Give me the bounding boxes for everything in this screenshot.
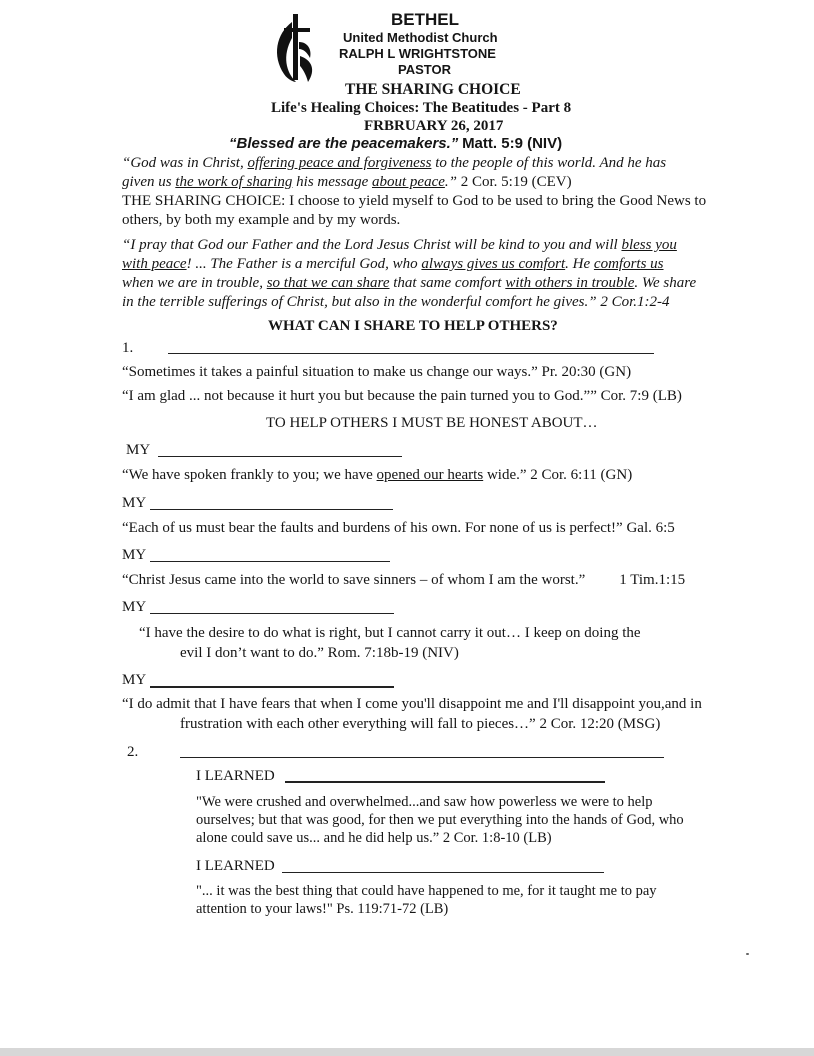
text: when we are in trouble, [122,275,267,291]
quote-2cor1-line1 [122,237,677,254]
underlined-phrase: always gives us comfort [421,256,566,272]
point-2-answer-blank[interactable] [180,757,664,758]
sermon-date: FRBRUARY 26, 2017 [364,118,504,134]
my-label: MY [122,495,147,511]
text: wide.” 2 Cor. 6:11 (GN) [483,467,633,483]
point-2-number: 2. [127,744,139,760]
text: .” [444,174,461,190]
my-answer-blank-4[interactable] [150,613,394,614]
learned-answer-blank-2[interactable] [282,872,604,873]
quote-2cor6 [122,467,632,484]
sermon-title: THE SHARING CHOICE [345,81,521,98]
quote-2cor1-line2 [122,256,664,273]
underlined-phrase: opened our hearts [376,467,484,483]
beatitude-reference: Matt. 5:9 (NIV) [462,135,563,152]
sharing-choice-line2: others, by both my example and by my words. [122,212,401,228]
my-answer-blank-1[interactable] [158,456,402,457]
church-name: BETHEL [391,10,459,29]
underlined-phrase: with others in trouble [505,275,635,291]
scan-speck [746,953,749,955]
point-1-answer-blank[interactable] [168,353,654,354]
quote-2cor12-line2: frustration with each other everything will fall to pieces…” 2 Cor. 12:20 (MSG) [180,716,661,732]
reference: 1 Tim.1:15 [619,572,686,588]
underlined-phrase: the work of sharing [175,174,293,190]
my-label: MY [122,599,147,615]
quote-pr20: “Sometimes it takes a painful situation to make us change our ways.” Pr. 20:30 (GN) [122,364,632,380]
reference: 2 Cor. 5:19 (CEV) [460,174,572,190]
my-answer-blank-2[interactable] [150,509,393,510]
learned-label: I LEARNED [196,768,275,784]
my-label: MY [126,442,151,458]
quote-1tim1 [122,572,685,589]
point-1-number: 1. [122,340,134,356]
church-subtitle: United Methodist Church [343,30,498,45]
text: “Christ Jesus came into the world to save sinners – of whom I am the worst.” [122,572,586,588]
beatitude-quote: “Blessed are the peacemakers.” [229,135,459,152]
quote-2cor1-8-line2: ourselves; but that was good, for then we put everything into the hands of God, who [196,812,684,828]
section-heading: WHAT CAN I SHARE TO HELP OTHERS? [268,318,558,334]
underlined-phrase: about peace [372,174,445,190]
text: ! ... The Father is a merciful God, who [186,256,422,272]
text: “We have spoken frankly to you; we have [122,467,377,483]
quote-2cor1-line4 [122,294,670,311]
quote-rom7-line2: evil I don’t want to do.” Rom. 7:18b-19 (NIV) [180,645,459,661]
pastor-title: PASTOR [398,62,451,77]
text: given us [122,174,176,190]
pastor-name: RALPH L WRIGHTSTONE [339,46,496,61]
my-label: MY [122,547,147,563]
quote-cor7: “I am glad ... not because it hurt you but because the pain turned you to God.”” Cor. 7:9 (LB) [122,388,682,404]
quote-gal6: “Each of us must bear the faults and burdens of his own. For none of us is perfect!” Gal. 6:5 [122,520,675,536]
my-label: MY [122,672,147,688]
reference: 2 Cor.1:2-4 [600,294,670,310]
underlined-phrase: bless you [621,237,677,253]
quote-2cor1-line3 [122,275,696,292]
scan-bottom-edge [0,1048,814,1056]
underlined-phrase: offering peace and forgiveness [247,155,432,171]
quote-2cor5-line1 [122,155,666,172]
underlined-phrase: comforts us [593,256,664,272]
learned-answer-blank-1[interactable] [285,781,605,783]
quote-2cor1-8-line1: "We were crushed and overwhelmed...and saw how powerless we were to help [196,794,653,810]
series-title: Life's Healing Choices: The Beatitudes - Part 8 [271,100,572,116]
my-answer-blank-3[interactable] [150,561,390,562]
cross-and-flame-logo-icon [272,12,332,84]
text: “I pray that God our Father and the Lord Jesus Christ will be kind to you and will [122,237,622,253]
text: “God was in Christ, [122,155,248,171]
learned-label: I LEARNED [196,858,275,874]
honest-heading: TO HELP OTHERS I MUST BE HONEST ABOUT… [266,415,598,431]
my-answer-blank-5[interactable] [150,686,394,688]
underlined-phrase: with peace [122,256,187,272]
underlined-phrase: so that we can share [266,275,390,291]
text: in the terrible sufferings of Christ, but also in the wonderful comfort he gives.” [122,294,601,310]
text: to the people of this world. And he has [431,155,667,171]
quote-ps119-line2: attention to your laws!" Ps. 119:71-72 (LB) [196,901,449,917]
text: that same comfort [389,275,506,291]
text: . He [565,256,594,272]
quote-2cor5-line2 [122,174,572,191]
quote-2cor1-8-line3: alone could save us... and he did help us.” 2 Cor. 1:8-10 (LB) [196,830,552,846]
quote-ps119-line1: "... it was the best thing that could have happened to me, for it taught me to pay [196,883,657,899]
text: . We share [634,275,697,291]
sharing-choice-line1: THE SHARING CHOICE: I choose to yield myself to God to be used to bring the Good News to [122,193,707,209]
quote-2cor12-line1: “I do admit that I have fears that when I come you'll disappoint me and I'll disappoint you,and in [122,696,702,712]
beatitude-line [229,135,562,153]
text: his message [292,174,372,190]
quote-rom7-line1: “I have the desire to do what is right, but I cannot carry it out… I keep on doing the [139,625,641,641]
